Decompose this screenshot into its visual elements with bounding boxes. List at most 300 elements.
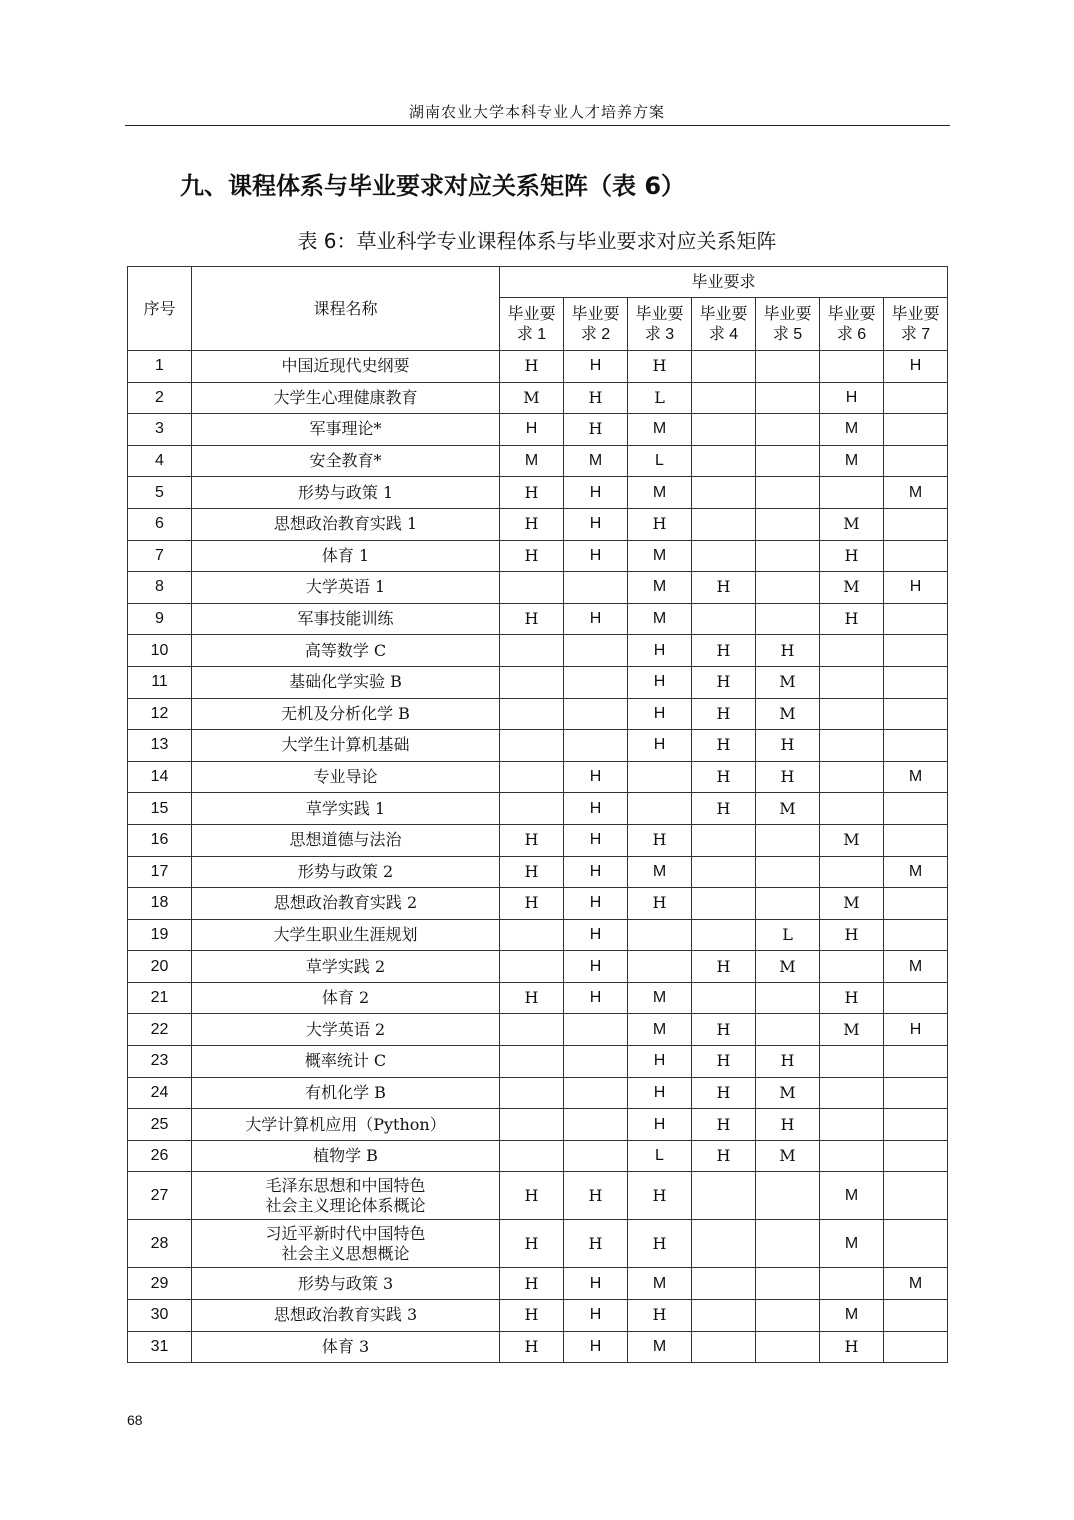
requirement-level-cell: M (628, 1331, 692, 1363)
requirement-level-cell (564, 1109, 628, 1141)
requirement-level-cell: H (564, 351, 628, 383)
course-name-line: 大学生心理健康教育 (273, 387, 418, 407)
row-seq-cell: 13 (128, 730, 192, 762)
table-row (128, 982, 948, 1014)
table-row (128, 1046, 948, 1078)
requirement-level-cell (820, 351, 884, 383)
req-header-line2: 求 7 (900, 325, 931, 343)
requirement-level-cell: H (884, 572, 948, 604)
requirement-level-cell: M (820, 824, 884, 856)
course-name-cell (192, 603, 500, 635)
course-name-line: 军事技能训练 (297, 609, 394, 629)
requirement-level-cell (884, 445, 948, 477)
requirement-level-cell: M (820, 414, 884, 446)
requirement-level-cell: M (628, 540, 692, 572)
requirement-level-cell (692, 508, 756, 540)
table-row (128, 888, 948, 920)
table-row (128, 540, 948, 572)
course-name-cell (192, 445, 500, 477)
requirement-level-cell: H (564, 540, 628, 572)
requirement-level-cell (884, 635, 948, 667)
requirement-level-cell: H (500, 477, 564, 509)
requirement-level-cell (756, 382, 820, 414)
col-group-header-requirements: 毕业要求 (500, 267, 948, 298)
req-header (628, 298, 692, 351)
requirement-level-cell: H (628, 666, 692, 698)
row-seq-cell: 5 (128, 477, 192, 509)
row-seq-cell: 12 (128, 698, 192, 730)
requirement-level-cell (820, 1109, 884, 1141)
requirement-level-cell: H (628, 1046, 692, 1078)
requirement-level-cell (884, 919, 948, 951)
requirement-level-cell (884, 1300, 948, 1332)
requirement-level-cell (756, 824, 820, 856)
requirement-level-cell (756, 1331, 820, 1363)
requirement-level-cell (820, 761, 884, 793)
course-name-line: 高等数学 C (304, 640, 387, 660)
course-name-line: 体育 1 (321, 545, 370, 565)
course-name-line: 草学实践 2 (305, 956, 386, 976)
requirement-level-cell (692, 888, 756, 920)
requirement-level-cell: H (692, 572, 756, 604)
table-row (128, 1014, 948, 1046)
requirement-level-cell (884, 982, 948, 1014)
table-row (128, 1172, 948, 1220)
requirement-level-cell (500, 572, 564, 604)
req-header (500, 298, 564, 351)
row-seq-cell: 15 (128, 793, 192, 825)
requirement-level-cell (500, 666, 564, 698)
requirement-level-cell: M (628, 477, 692, 509)
requirement-level-cell: H (756, 1109, 820, 1141)
requirement-level-cell: M (820, 1014, 884, 1046)
course-name-cell (192, 1331, 500, 1363)
requirement-level-cell (564, 698, 628, 730)
requirement-level-cell: L (628, 1140, 692, 1172)
requirement-level-cell: H (500, 856, 564, 888)
requirement-level-cell: M (820, 888, 884, 920)
course-name-cell (192, 1220, 500, 1268)
course-name-line: 体育 3 (321, 1336, 370, 1356)
table-row (128, 919, 948, 951)
requirement-level-cell (500, 635, 564, 667)
course-name-line: 军事理论* (309, 419, 382, 439)
table-row (128, 1331, 948, 1363)
requirement-level-cell (692, 414, 756, 446)
course-name-line: 思想政治教育实践 3 (273, 1305, 418, 1325)
row-seq-cell: 3 (128, 414, 192, 446)
course-name-line: 大学计算机应用（Python） (245, 1114, 446, 1134)
table-row (128, 730, 948, 762)
row-seq-cell: 22 (128, 1014, 192, 1046)
requirement-level-cell: M (756, 698, 820, 730)
requirement-level-cell: H (564, 824, 628, 856)
req-header-line1: 毕业要 (635, 303, 684, 323)
requirement-level-cell: H (564, 477, 628, 509)
requirement-level-cell (884, 382, 948, 414)
requirement-level-cell: H (692, 698, 756, 730)
requirement-level-cell: M (756, 666, 820, 698)
requirement-level-cell: M (628, 1268, 692, 1300)
requirement-level-cell: H (820, 382, 884, 414)
requirement-level-cell: H (692, 1109, 756, 1141)
course-name-cell (192, 1046, 500, 1078)
course-name-line: 社会主义思想概论 (281, 1243, 410, 1263)
req-header-line1: 毕业要 (827, 303, 876, 323)
requirement-level-cell (884, 698, 948, 730)
row-seq-cell: 17 (128, 856, 192, 888)
requirement-level-cell: H (628, 635, 692, 667)
requirement-level-cell (628, 951, 692, 983)
course-name-cell (192, 919, 500, 951)
course-name-line: 形势与政策 3 (297, 1273, 394, 1293)
requirement-level-cell (500, 1014, 564, 1046)
requirement-level-cell (692, 856, 756, 888)
requirement-level-cell: M (820, 1220, 884, 1268)
requirement-level-cell: H (692, 666, 756, 698)
requirement-level-cell (756, 414, 820, 446)
row-seq-cell: 18 (128, 888, 192, 920)
course-name-line: 毛泽东思想和中国特色 (265, 1175, 426, 1195)
requirement-level-cell (500, 730, 564, 762)
requirement-level-cell (756, 445, 820, 477)
requirement-level-cell: M (500, 382, 564, 414)
course-name-line: 社会主义理论体系概论 (265, 1195, 426, 1215)
table-row (128, 951, 948, 983)
requirement-level-cell: H (692, 730, 756, 762)
requirement-level-cell (884, 888, 948, 920)
requirement-level-cell: H (500, 603, 564, 635)
row-seq-cell: 21 (128, 982, 192, 1014)
requirement-level-cell: M (628, 982, 692, 1014)
course-name-line: 草学实践 1 (305, 798, 386, 818)
requirement-level-cell (884, 414, 948, 446)
requirement-level-cell (884, 1046, 948, 1078)
requirement-level-cell (756, 1172, 820, 1220)
requirement-level-cell: H (692, 1046, 756, 1078)
requirement-level-cell: H (564, 1172, 628, 1220)
requirement-level-cell: H (500, 351, 564, 383)
requirement-level-cell: M (884, 477, 948, 509)
requirement-level-cell: H (820, 603, 884, 635)
requirement-level-cell (820, 951, 884, 983)
requirement-level-cell: H (564, 1220, 628, 1268)
requirement-level-cell: H (820, 540, 884, 572)
requirement-level-cell: H (692, 951, 756, 983)
table-row (128, 477, 948, 509)
requirement-level-cell (692, 1172, 756, 1220)
course-name-line: 思想政治教育实践 1 (273, 514, 418, 534)
requirement-level-cell (884, 1109, 948, 1141)
requirement-level-cell (884, 666, 948, 698)
requirement-level-cell: H (884, 1014, 948, 1046)
requirement-level-cell (564, 572, 628, 604)
row-seq-cell: 27 (128, 1172, 192, 1220)
requirement-level-cell (500, 761, 564, 793)
requirement-level-cell: M (820, 1172, 884, 1220)
course-name-cell (192, 1172, 500, 1220)
requirement-level-cell: H (500, 508, 564, 540)
course-name-cell (192, 1014, 500, 1046)
req-header (820, 298, 884, 351)
table-row (128, 414, 948, 446)
requirement-level-cell (500, 793, 564, 825)
row-seq-cell: 7 (128, 540, 192, 572)
row-seq-cell: 11 (128, 666, 192, 698)
requirement-level-cell (500, 1077, 564, 1109)
requirement-level-cell: L (628, 445, 692, 477)
requirement-level-cell (692, 824, 756, 856)
course-name-cell (192, 698, 500, 730)
requirement-level-cell: H (564, 1300, 628, 1332)
req-header-line2: 求 6 (836, 325, 867, 343)
requirement-level-cell (692, 1220, 756, 1268)
row-seq-cell: 29 (128, 1268, 192, 1300)
requirement-level-cell: H (564, 888, 628, 920)
requirement-level-cell (884, 603, 948, 635)
requirement-level-cell: H (564, 856, 628, 888)
requirement-level-cell: H (756, 730, 820, 762)
requirement-level-cell: H (628, 888, 692, 920)
requirement-level-cell (564, 635, 628, 667)
requirement-level-cell (628, 761, 692, 793)
row-seq-cell: 4 (128, 445, 192, 477)
requirement-level-cell (820, 698, 884, 730)
requirement-level-cell: L (756, 919, 820, 951)
requirement-level-cell (692, 1268, 756, 1300)
course-name-cell (192, 477, 500, 509)
row-seq-cell: 23 (128, 1046, 192, 1078)
requirement-level-cell: H (820, 919, 884, 951)
requirement-level-cell (756, 1014, 820, 1046)
course-name-cell (192, 982, 500, 1014)
requirement-level-cell (500, 919, 564, 951)
req-header-line1: 毕业要 (699, 303, 748, 323)
table-row (128, 572, 948, 604)
requirement-level-cell (564, 1077, 628, 1109)
req-header-line1: 毕业要 (571, 303, 620, 323)
course-name-line: 无机及分析化学 B (281, 703, 410, 723)
requirement-level-cell (564, 1046, 628, 1078)
course-name-cell (192, 888, 500, 920)
course-name-line: 概率统计 C (304, 1051, 387, 1071)
requirement-level-cell (884, 540, 948, 572)
row-seq-cell: 9 (128, 603, 192, 635)
requirement-level-cell: M (884, 951, 948, 983)
requirement-level-cell (756, 982, 820, 1014)
table-row (128, 793, 948, 825)
requirement-level-cell: M (884, 761, 948, 793)
course-name-cell (192, 1109, 500, 1141)
course-name-line: 形势与政策 1 (297, 482, 394, 502)
table-row (128, 508, 948, 540)
row-seq-cell: 25 (128, 1109, 192, 1141)
table-row (128, 1300, 948, 1332)
course-name-line: 大学英语 1 (305, 577, 386, 597)
requirement-level-cell (756, 1268, 820, 1300)
req-header (884, 298, 948, 351)
requirement-level-cell (820, 730, 884, 762)
row-seq-cell: 26 (128, 1140, 192, 1172)
requirement-level-cell: H (756, 761, 820, 793)
table-row (128, 856, 948, 888)
requirement-level-cell: M (628, 856, 692, 888)
col-header-seq: 序号 (128, 267, 192, 351)
course-name-cell (192, 382, 500, 414)
course-name-line: 专业导论 (313, 767, 378, 787)
requirement-level-cell (820, 1077, 884, 1109)
requirement-level-cell (884, 508, 948, 540)
requirement-level-cell (692, 603, 756, 635)
requirement-level-cell: M (820, 572, 884, 604)
requirement-level-cell: M (628, 572, 692, 604)
requirement-level-cell (628, 919, 692, 951)
requirement-level-cell: H (820, 982, 884, 1014)
requirement-level-cell: H (500, 1268, 564, 1300)
req-header (756, 298, 820, 351)
req-header-line2: 求 5 (772, 325, 803, 343)
course-name-line: 思想政治教育实践 2 (273, 893, 418, 913)
table-row (128, 382, 948, 414)
table-row (128, 1077, 948, 1109)
requirement-level-cell (756, 477, 820, 509)
requirement-level-cell: H (820, 1331, 884, 1363)
requirement-level-cell: M (756, 793, 820, 825)
course-name-cell (192, 1268, 500, 1300)
course-name-cell (192, 572, 500, 604)
table-row (128, 698, 948, 730)
course-name-line: 形势与政策 2 (297, 861, 394, 881)
requirement-level-cell (500, 1046, 564, 1078)
requirement-level-cell (692, 1331, 756, 1363)
requirement-level-cell (820, 1268, 884, 1300)
course-name-line: 有机化学 B (305, 1082, 386, 1102)
req-header-line2: 求 4 (708, 325, 739, 343)
requirement-level-cell (756, 540, 820, 572)
col-header-course: 课程名称 (192, 267, 500, 351)
requirement-level-cell: M (756, 1140, 820, 1172)
requirement-level-cell: H (564, 919, 628, 951)
requirement-level-cell: M (628, 1014, 692, 1046)
requirement-level-cell (756, 351, 820, 383)
requirement-level-cell (564, 666, 628, 698)
requirement-level-cell (756, 856, 820, 888)
requirement-level-cell: H (756, 635, 820, 667)
requirement-level-cell: H (692, 635, 756, 667)
requirement-level-cell: H (628, 730, 692, 762)
course-name-cell (192, 793, 500, 825)
requirement-level-cell (756, 508, 820, 540)
row-seq-cell: 24 (128, 1077, 192, 1109)
requirement-level-cell: H (564, 761, 628, 793)
requirement-level-cell: M (756, 951, 820, 983)
requirement-level-cell: H (564, 508, 628, 540)
course-name-line: 习近平新时代中国特色 (265, 1223, 426, 1243)
req-header-line1: 毕业要 (891, 303, 940, 323)
requirement-level-cell: H (692, 1077, 756, 1109)
requirement-level-cell: H (628, 1220, 692, 1268)
row-seq-cell: 30 (128, 1300, 192, 1332)
requirement-level-cell: H (500, 540, 564, 572)
requirement-level-cell (756, 888, 820, 920)
course-name-cell (192, 540, 500, 572)
requirement-level-cell (756, 603, 820, 635)
requirement-level-cell: M (500, 445, 564, 477)
requirement-level-cell: H (564, 603, 628, 635)
requirement-level-cell (756, 1220, 820, 1268)
requirement-level-cell (692, 540, 756, 572)
requirement-level-cell (500, 951, 564, 983)
requirement-level-cell: H (500, 824, 564, 856)
table-row (128, 351, 948, 383)
requirement-level-cell (500, 1140, 564, 1172)
row-seq-cell: 31 (128, 1331, 192, 1363)
requirement-level-cell: M (884, 856, 948, 888)
row-seq-cell: 2 (128, 382, 192, 414)
matrix-body (128, 351, 948, 1363)
row-seq-cell: 8 (128, 572, 192, 604)
course-name-cell (192, 1140, 500, 1172)
course-name-cell (192, 1077, 500, 1109)
requirement-level-cell (884, 1077, 948, 1109)
running-header: 湖南农业大学本科专业人才培养方案 (408, 103, 665, 121)
course-name-line: 中国近现代史纲要 (281, 356, 410, 376)
requirement-level-cell: H (692, 1014, 756, 1046)
requirement-level-cell (564, 1140, 628, 1172)
course-name-cell (192, 414, 500, 446)
requirement-level-cell: M (628, 414, 692, 446)
header-rule (125, 125, 950, 126)
requirement-level-cell (692, 445, 756, 477)
requirement-level-cell (692, 477, 756, 509)
requirement-level-cell (884, 1220, 948, 1268)
req-header-line1: 毕业要 (763, 303, 812, 323)
requirement-level-cell: H (564, 1331, 628, 1363)
req-header (692, 298, 756, 351)
row-seq-cell: 1 (128, 351, 192, 383)
course-name-cell (192, 824, 500, 856)
requirement-level-cell: M (756, 1077, 820, 1109)
requirement-level-cell: H (500, 414, 564, 446)
requirement-level-cell (628, 793, 692, 825)
table-row (128, 1220, 948, 1268)
course-name-line: 体育 2 (321, 988, 370, 1008)
requirement-level-cell (820, 1046, 884, 1078)
requirement-level-cell: M (820, 445, 884, 477)
table-row (128, 666, 948, 698)
requirement-level-cell (820, 666, 884, 698)
requirement-level-cell: H (628, 508, 692, 540)
requirement-level-cell (500, 1109, 564, 1141)
table-row (128, 1109, 948, 1141)
requirement-level-cell: H (692, 793, 756, 825)
course-name-cell (192, 761, 500, 793)
requirement-level-cell: H (500, 1331, 564, 1363)
requirement-level-cell: H (628, 351, 692, 383)
row-seq-cell: 20 (128, 951, 192, 983)
course-name-line: 大学英语 2 (305, 1019, 386, 1039)
course-name-line: 大学生职业生涯规划 (273, 924, 418, 944)
requirement-level-cell: H (884, 351, 948, 383)
req-header (564, 298, 628, 351)
requirement-level-cell: H (500, 1172, 564, 1220)
requirement-level-cell (692, 982, 756, 1014)
row-seq-cell: 6 (128, 508, 192, 540)
row-seq-cell: 28 (128, 1220, 192, 1268)
requirement-level-cell: H (692, 1140, 756, 1172)
req-header-line2: 求 3 (644, 325, 675, 343)
requirement-level-cell: H (628, 824, 692, 856)
